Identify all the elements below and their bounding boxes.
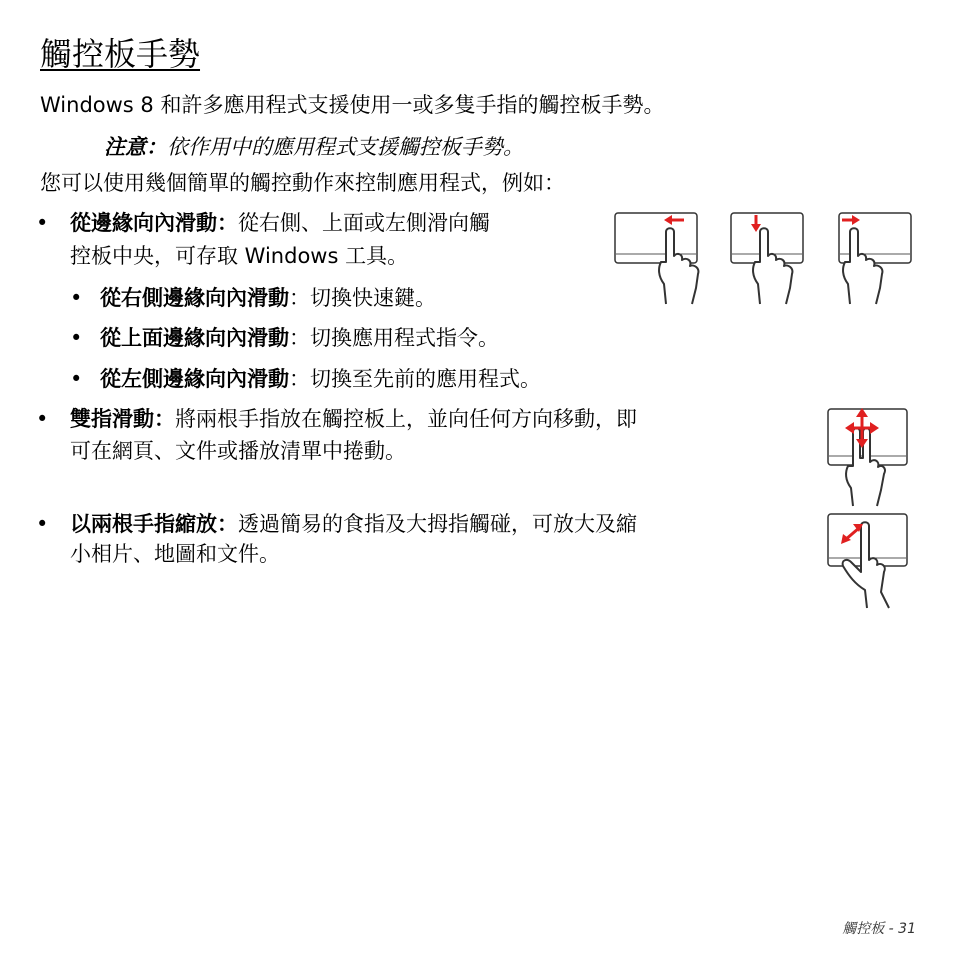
sub-item-desc: ：切換快速鍵。 [289, 286, 436, 310]
list-item-two-finger-slide [70, 404, 637, 434]
sub-item-top-edge [100, 323, 499, 353]
item-desc: 從右側、上面或左側滑向觸 [238, 211, 490, 235]
sub-item-desc: ：切換至先前的應用程式。 [289, 367, 541, 391]
bullet-marker: • [36, 211, 49, 235]
note-label: 注意： [104, 135, 167, 159]
bullet-marker: • [70, 286, 83, 310]
page-title: 觸控板手勢 [40, 35, 201, 73]
intro-text: Windows 8 和許多應用程式支援使用一或多隻手指的觸控板手勢。 [40, 93, 665, 117]
note [104, 132, 524, 162]
item-desc: 透過簡易的食指及大拇指觸碰，可放大及縮 [238, 512, 637, 536]
bullet-marker: • [36, 512, 49, 536]
swipe-from-left-edge-illustration [838, 212, 916, 304]
list-item-edge-swipe [70, 208, 490, 238]
swipe-from-right-edge-illustration [614, 212, 698, 304]
list-item-pinch-zoom [70, 509, 637, 539]
sub-item-term: 從右側邊緣向內滑動 [100, 286, 289, 310]
sub-item-term: 從上面邊緣向內滑動 [100, 326, 289, 350]
swipe-from-top-edge-illustration [730, 212, 808, 304]
item-term: 從邊緣向內滑動： [70, 211, 238, 235]
item-desc-cont: 小相片、地圖和文件。 [70, 542, 280, 566]
sub-item-right-edge [100, 283, 436, 313]
bullet-marker: • [70, 367, 83, 391]
two-finger-slide-illustration [827, 406, 909, 510]
item-desc-cont: 控板中央，可存取 Windows 工具。 [70, 244, 409, 268]
item-desc: 將兩根手指放在觸控板上，並向任何方向移動，即 [175, 407, 637, 431]
item-term: 以兩根手指縮放： [70, 512, 238, 536]
pinch-zoom-illustration [827, 512, 909, 610]
sub-item-term: 從左側邊緣向內滑動 [100, 367, 289, 391]
page-footer: 觸控板 - 31 [842, 921, 916, 937]
note-text: 依作用中的應用程式支援觸控板手勢。 [167, 135, 524, 159]
lead-text: 您可以使用幾個簡單的觸控動作來控制應用程式，例如： [40, 171, 565, 195]
sub-item-desc: ：切換應用程式指令。 [289, 326, 499, 350]
bullet-marker: • [36, 407, 49, 431]
item-term: 雙指滑動： [70, 407, 175, 431]
sub-item-left-edge [100, 364, 541, 394]
item-desc-cont: 可在網頁、文件或播放清單中捲動。 [70, 439, 406, 463]
touchpad-icon [615, 213, 697, 263]
bullet-marker: • [70, 326, 83, 350]
